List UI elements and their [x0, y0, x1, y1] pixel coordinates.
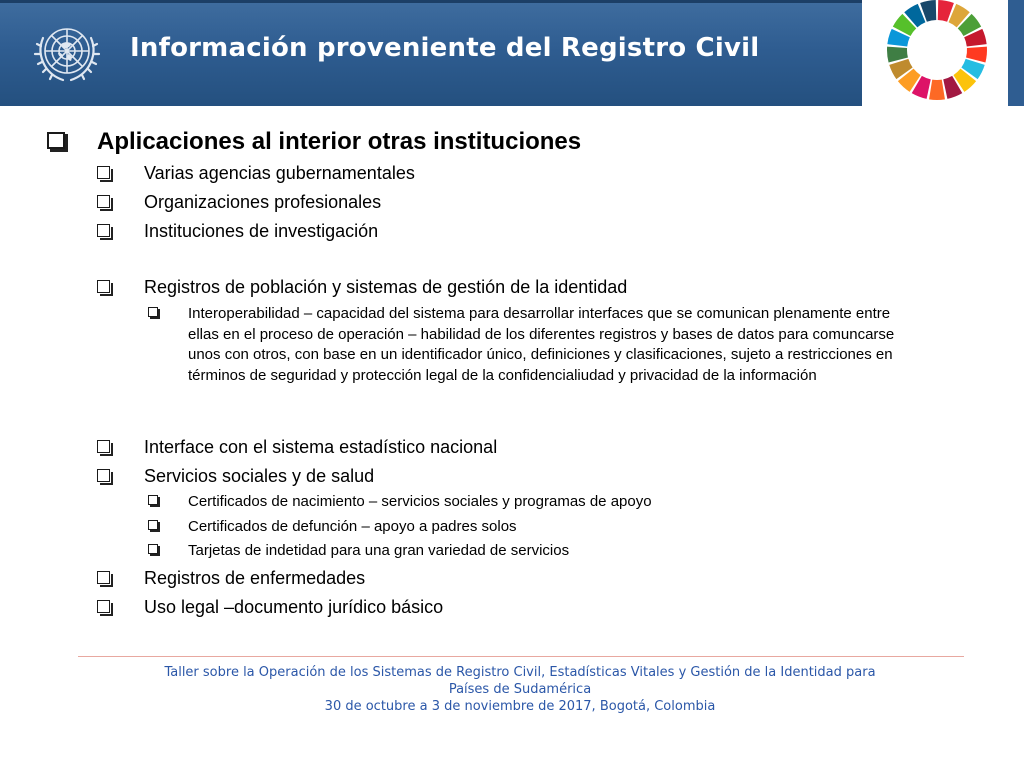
footer-line-1: Taller sobre la Operación de los Sistemas de Registro Civil, Estadísticas Vitales y Gestión de la Identidad para: [164, 665, 876, 680]
checkbox-bullet-icon: [47, 132, 65, 149]
list-item: [97, 597, 443, 617]
footer-line-2: Países de Sudamérica: [448, 682, 592, 697]
sub-list-item-text: Tarjetas de indetidad para una gran variedad de servicios: [188, 542, 570, 559]
checkbox-bullet-icon: [97, 469, 110, 482]
page-title: Información proveniente del Registro Civil: [130, 33, 760, 63]
checkbox-bullet-icon: [148, 544, 158, 554]
checkbox-bullet-icon: [97, 571, 110, 584]
footer-divider: [78, 656, 964, 657]
list-item-text: Varias agencias gubernamentales: [144, 163, 415, 183]
list-item-text: Registros de población y sistemas de gestión de la identidad: [144, 277, 628, 297]
heading-item: [47, 129, 581, 155]
checkbox-bullet-icon: [97, 224, 110, 237]
checkbox-bullet-icon: [148, 307, 158, 317]
footer-line-3: 30 de octubre a 3 de noviembre de 2017, Bogotá, Colombia: [324, 699, 716, 714]
footer: [60, 664, 980, 715]
list-item: [97, 568, 365, 588]
list-item-text: Interface con el sistema estadístico nacional: [144, 437, 498, 457]
sub-list-item: [148, 517, 923, 538]
heading-text: Aplicaciones al interior otras instituciones: [97, 128, 582, 155]
list-item: [97, 466, 374, 486]
sub-list-item: [148, 541, 923, 562]
list-item-text: Organizaciones profesionales: [144, 192, 382, 212]
checkbox-bullet-icon: [97, 280, 110, 293]
list-item-text: Servicios sociales y de salud: [144, 466, 375, 486]
sub-list-item-text: Certificados de nacimiento – servicios sociales y programas de apoyo: [188, 493, 652, 510]
sub-list-item-text: Interoperabilidad – capacidad del sistema para desarrollar interfaces que se comunican plenamente entre ellas en el proceso de operación – habilidad de los diferentes registros y bases de datos para comuncarse unos con otros, con base en un identificador único, definiciones y clasificaciones, sujeto a restricciones en términos de seguridad y protección legal de la confidencialiudad y privacidad de la información: [188, 305, 895, 384]
sub-list-item: [148, 492, 923, 513]
checkbox-bullet-icon: [97, 440, 110, 453]
checkbox-bullet-icon: [97, 166, 110, 179]
list-item: [97, 192, 381, 212]
checkbox-bullet-icon: [148, 495, 158, 505]
list-item: [97, 277, 627, 297]
checkbox-bullet-icon: [97, 600, 110, 613]
checkbox-bullet-icon: [148, 520, 158, 530]
sub-list-item-text: Certificados de defunción – apoyo a padres solos: [188, 518, 517, 535]
sub-list-item: [148, 304, 923, 386]
list-item-text: Instituciones de investigación: [144, 221, 379, 241]
checkbox-bullet-icon: [97, 195, 110, 208]
list-item: [97, 437, 497, 457]
list-item: [97, 163, 415, 183]
list-item-text: Registros de enfermedades: [144, 568, 366, 588]
list-item: [97, 221, 378, 241]
list-item-text: Uso legal –documento jurídico básico: [144, 597, 444, 617]
